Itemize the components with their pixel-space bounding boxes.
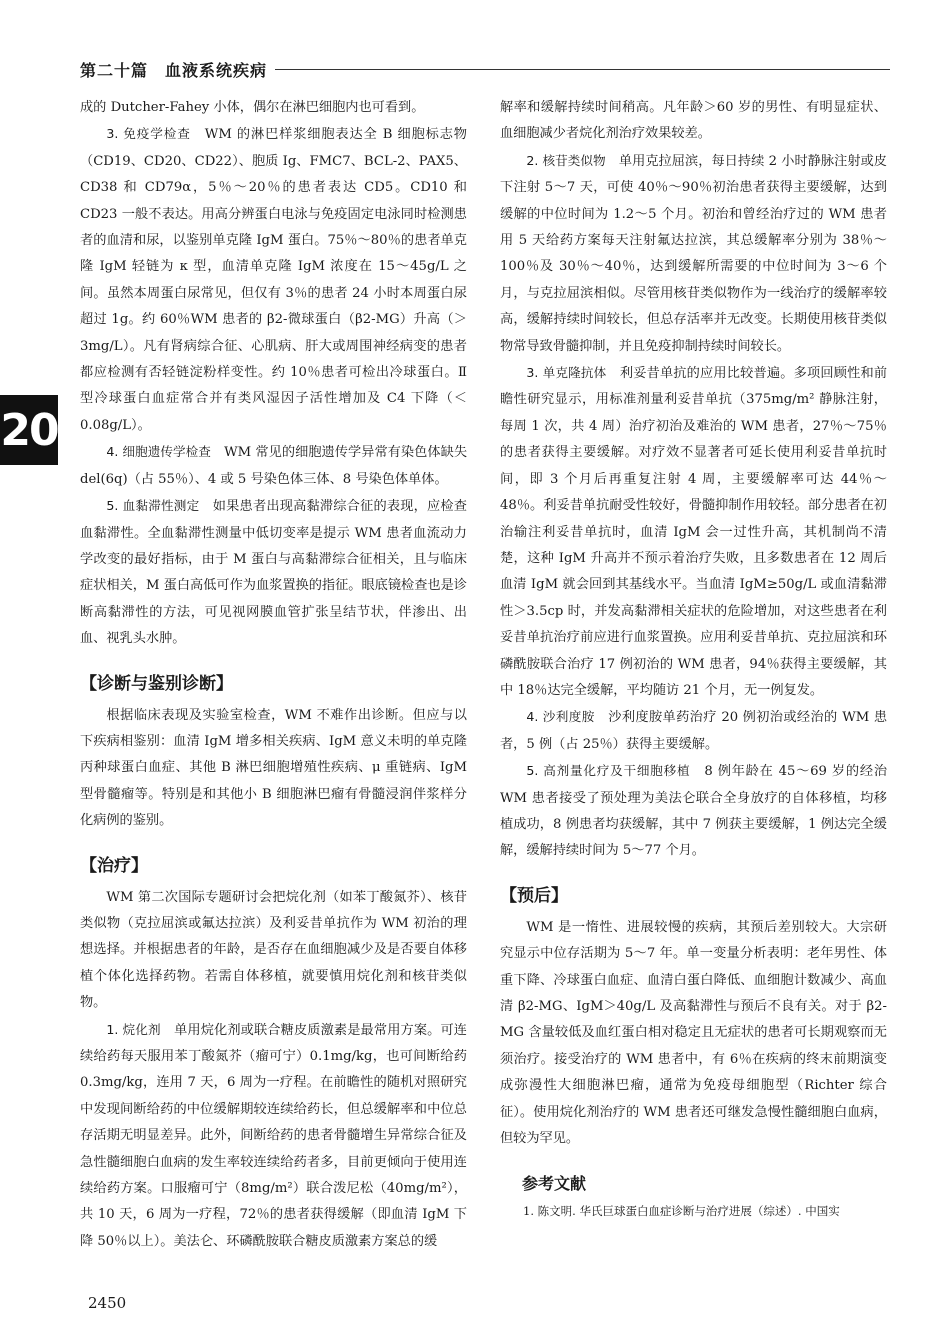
chapter-tab: 20 [0,395,58,465]
subsection-lead: 4. 细胞遗传学检查 [106,444,211,460]
paragraph [80,493,467,652]
paragraph-text: WM 的淋巴样浆细胞表达全 B 细胞标志物（CD19、CD20、CD22）、胞质 Ig、FMC7、BCL-2、PAX5、CD38 和 CD79α，5％～20％的患者表达 CD5。CD10 和 CD23 一般不表达。用高分辨蛋白电泳与免疫固定电泳同时检测患者的血清和尿，以鉴别单克隆 IgM 蛋白。75％～80％的患者单克隆 IgM 轻链为 κ 型，血清单克隆 IgM 浓度在 15～45g/L 之间。虽然本周蛋白尿常见，但仅有 3％的患者 24 小时本周蛋白尿超过 1g。约 60％WM 患者的 β2-微球蛋白（β2-MG）升高（＞3mg/L）。凡有肾病综合征、心肌病、肝大或周围神经病变的患者都应检测有否轻链淀粉样变性。约 10％患者可检出冷球蛋白。Ⅱ 型冷球蛋白血症常合并有类风湿因子活性增加及 C4 下降（＜0.08g/L）。 [80,127,467,433]
page-number: 2450 [88,1294,127,1312]
paragraph: WM 第二次国际专题研讨会把烷化剂（如苯丁酸氮芥）、核苷类似物（克拉屈滨或氟达拉滨）及利妥昔单抗作为 WM 初治的理想选择。并根据患者的年龄，是否存在血细胞减少及是否要自体移植个体化选择药物。若需自体移植，就要慎用烷化剂和核苷类似物。 [80,889,467,1011]
paragraph [500,704,887,758]
section-heading: 【预后】 [500,885,568,906]
right-column [500,95,887,1222]
paragraph-text: 单用烷化剂或联合糖皮质激素是最常用方案。可连续给药每天服用苯丁酸氮芥（瘤可宁）0.1mg/kg，也可间断给药 0.3mg/kg，连用 7 天，6 周为一疗程。在前瞻性的随机对照研究中发现间断给药的中位缓解期较连续给药长，但总缓解率和中位总存活期无明显差异。此外，间断给药的患者骨髓增生异常综合征及急性髓细胞白血病的发生率较连续给药者多，目前更倾向于使用连续给药方案。口服瘤可宁（8mg/m²）联合泼尼松（40mg/m²），共 10 天，6 周为一疗程，72％的患者获得缓解（即血清 IgM 下降 50％以上）。美法仑、环磷酰胺联合糖皮质激素方案总的缓 [80,1022,467,1249]
paragraph-text: 单用克拉屈滨，每日持续 2 小时静脉注射或皮下注射 5～7 天，可使 40％～90％初治患者获得主要缓解，达到缓解的中位时间为 1.2～5 个月。初治和曾经治疗过的 WM 患者用 5 天给药方案每天注射氟达拉滨，其总缓解率分别为 38％～100％及 30％～40％，达到缓解所需要的中位时间为 3～6 个月，与克拉屈滨相似。尽管用核苷类似物作为一线治疗的缓解率较高，缓解持续时间较长，但总存活率并无改变。长期使用核苷类似物常导致骨髓抑制，并且免疫抑制持续时间较长。 [500,153,887,354]
paragraph [500,148,887,360]
section-heading: 【诊断与鉴别诊断】 [80,673,233,694]
subsection-lead: 3. 免疫学检查 [106,126,191,142]
paragraph: 根据临床表现及实验室检查，WM 不难作出诊断。但应与以下疾病相鉴别：血清 IgM 增多相关疾病、IgM 意义未明的单克隆丙种球蛋白血症、其他 B 淋巴细胞增殖性疾病、μ 重链病、IgM 型骨髓瘤等。特别是和其他小 B 细胞淋巴瘤有骨髓浸润伴浆样分化病例的鉴别。 [80,707,467,829]
running-header [80,54,890,84]
paragraph: 成的 Dutcher-Fahey 小体，偶尔在淋巴细胞内也可看到。 [80,100,425,115]
subsection-lead: 5. 血黏滞性测定 [106,498,200,514]
subsection-lead: 3. 单克隆抗体 [526,365,607,381]
paragraph-text: 利妥昔单抗的应用比较普遍。多项回顾性和前瞻性研究显示，用标准剂量利妥昔单抗（375mg/m² 静脉注射，每周 1 次，共 4 周）治疗初治及难治的 WM 患者，27％～75％的患者获得主要缓解。对疗效不显著者可延长使用利妥昔单抗时间，即 3 个月后再重复注射 4 周，主要缓解率可达 44％～48％。利妥昔单抗耐受性较好，骨髓抑制作用较轻。部分患者在初治输注利妥昔单抗时，血清 IgM 会一过性升高，其机制尚不清楚，这种 IgM 升高并不预示着治疗失败，且多数患者在 12 周后血清 IgM 就会回到其基线水平。当血清 IgM≥50g/L 或血清黏滞性＞3.5cp 时，并发高黏滞相关症状的危险增加，对这些患者在利妥昔单抗治疗前应进行血浆置换。应用利妥昔单抗、克拉屈滨和环磷酰胺联合治疗 17 例初治的 WM 患者，94％获得主要缓解，其中 18％达完全缓解，平均随访 21 个月，无一例复发。 [500,366,888,698]
paragraph-text: 沙利度胺单药治疗 20 例初治或经治的 WM 患者，5 例（占 25％）获得主要缓解。 [500,710,888,752]
paragraph-text: WM 常见的细胞遗传学异常有染色体缺失 del(6q)（占 55％）、4 或 5 号染色体三体、8 号染色体单体。 [80,445,468,487]
subsection-lead: 4. 沙利度胺 [526,709,595,725]
paragraph: 解率和缓解持续时间稍高。凡年龄＞60 岁的男性、有明显症状、血细胞减少者烷化剂治疗效果较差。 [500,100,887,142]
paragraph [500,360,887,704]
paragraph-text: 8 例年龄在 45～69 岁的经治 WM 患者接受了预处理为美法仑联合全身放疗的自体移植，均移植成功，8 例患者均获缓解，其中 7 例获主要缓解，1 例达完全缓解，缓解持续时间为 5～77 个月。 [500,764,888,859]
left-column [80,95,467,1255]
header-rule [275,69,890,70]
section-heading: 【治疗】 [80,855,148,876]
reference-item: 1. 陈文明. 华氏巨球蛋白血症诊断与治疗进展（综述）. 中国实 [523,1204,840,1219]
paragraph: WM 是一惰性、进展较慢的疾病，其预后差别较大。大宗研究显示中位存活期为 5～7 年。单一变量分析表明：老年男性、体重下降、冷球蛋白血症、血清白蛋白降低、血细胞计数减少、高血清 β2-MG、IgM＞40g/L 及高黏滞性与预后不良有关。对于 β2-MG 含量较低及血红蛋白相对稳定且无症状的患者可长期观察而无须治疗。接受治疗的 WM 患者中，有 6％在疾病的终末前期演变成弥漫性大细胞淋巴瘤，通常为免疫母细胞型（Richter 综合征）。使用烷化剂治疗的 WM 患者还可继发急慢性髓细胞白血病，但较为罕见。 [500,919,887,1147]
subsection-lead: 5. 高剂量化疗及干细胞移植 [526,763,691,779]
subsection-lead: 1. 烷化剂 [106,1021,161,1037]
paragraph [80,1017,467,1256]
subsection-lead: 2. 核苷类似物 [526,152,606,168]
paragraph [80,121,467,439]
paragraph [500,758,887,865]
header-title: 第二十篇 血液系统疾病 [80,60,268,80]
references-heading: 参考文献 [522,1174,587,1194]
paragraph-text: 如果患者出现高黏滞综合征的表现，应检查血黏滞性。全血黏滞性测量中低切变率是提示 WM 患者血流动力学改变的最好指标，由于 M 蛋白与高黏滞综合征相关，且与临床症状相关，M 蛋白高低可作为血浆置换的指征。眼底镜检查也是诊断高黏滞性的方法，可见视网膜血管扩张呈结节状，伴渗出、出血、视乳头水肿。 [80,499,467,647]
paragraph [80,439,467,493]
